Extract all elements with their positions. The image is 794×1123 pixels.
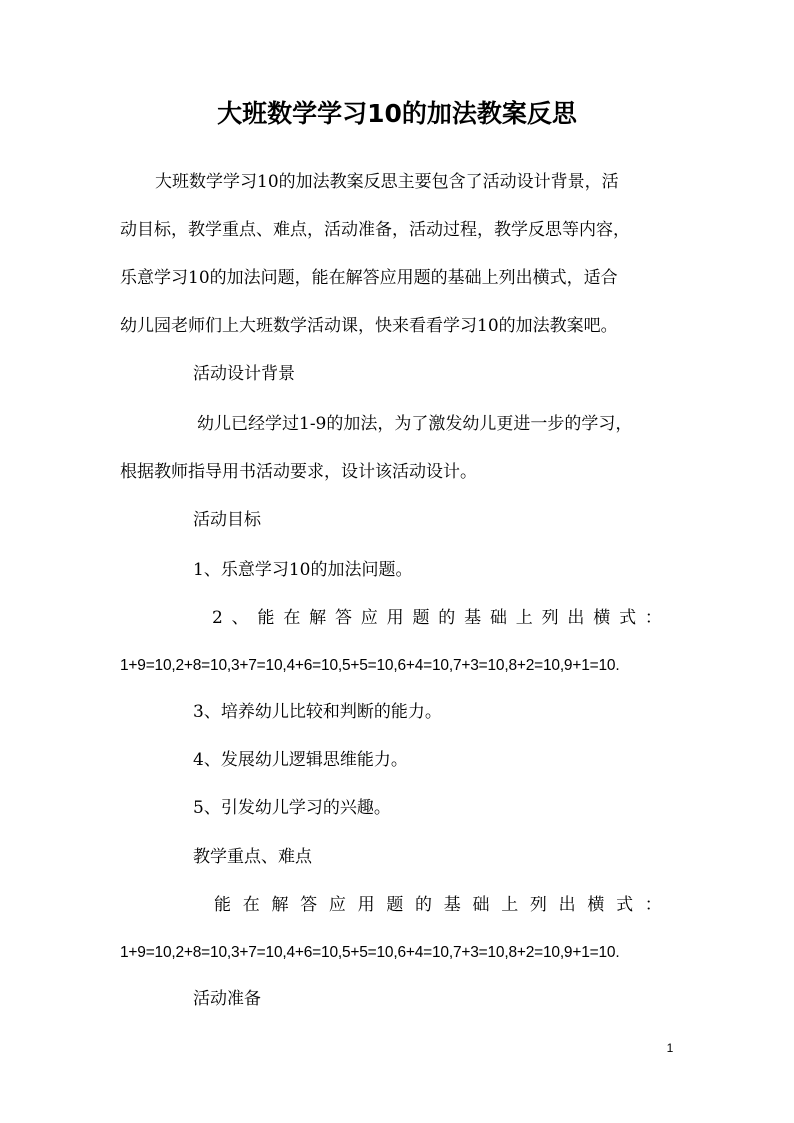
- preparation-heading: 活动准备: [193, 989, 261, 1009]
- goal-2-char: 横: [593, 608, 611, 628]
- intro-line-3: 乐意学习10的加法问题，能在解答应用题的基础上列出横式，适合: [120, 268, 618, 288]
- key-point-char: 横: [587, 895, 605, 915]
- key-point-char: 在: [242, 895, 260, 915]
- goal-2-char: 答: [334, 608, 352, 628]
- goal-2-char: 、: [231, 608, 249, 628]
- goal-3: 3、培养幼儿比较和判断的能力。: [193, 702, 442, 722]
- goal-2-char: ：: [644, 608, 662, 628]
- key-point-char: 能: [214, 895, 231, 915]
- key-point-char: 基: [443, 895, 461, 915]
- goal-4: 4、发展幼儿逻辑思维能力。: [193, 750, 408, 770]
- formula-line-1: 1+9=10,2+8=10,3+7=10,4+6=10,5+5=10,6+4=10,7+3=10,8+2=10,9+1=10.: [120, 657, 620, 674]
- formula-line-2: 1+9=10,2+8=10,3+7=10,4+6=10,5+5=10,6+4=10,7+3=10,8+2=10,9+1=10.: [120, 944, 620, 961]
- background-text-line-1: 幼儿已经学过1-9的加法，为了激发幼儿更进一步的学习，: [197, 414, 633, 434]
- goal-1: 1、乐意学习10的加法问题。: [193, 560, 413, 580]
- document-title: 大班数学学习10的加法教案反思: [217, 99, 577, 128]
- goal-5: 5、引发幼儿学习的兴趣。: [193, 798, 391, 818]
- key-point-char: 的: [415, 895, 433, 915]
- key-point-char: 出: [558, 895, 576, 915]
- background-text-line-2: 根据教师指导用书活动要求，设计该活动设计。: [120, 462, 477, 482]
- background-heading: 活动设计背景: [193, 364, 295, 384]
- goal-2-char: 能: [257, 608, 275, 628]
- goal-2-char: 2: [212, 608, 223, 628]
- goal-2-char: 解: [309, 608, 327, 628]
- goal-2-char: 题: [412, 608, 430, 628]
- goal-2-char: 上: [515, 608, 533, 628]
- key-point-char: 式: [616, 895, 634, 915]
- intro-line-1: 大班数学学习10的加法教案反思主要包含了活动设计背景，活: [155, 172, 619, 192]
- goal-2-char: 用: [386, 608, 404, 628]
- intro-line-2: 动目标，教学重点、难点，活动准备，活动过程，教学反思等内容，: [120, 220, 630, 240]
- goal-2-char: 的: [438, 608, 456, 628]
- key-point-char: 用: [357, 895, 375, 915]
- goal-2-char: 应: [360, 608, 378, 628]
- key-point-char: 答: [300, 895, 318, 915]
- goal-2-char: 出: [567, 608, 585, 628]
- key-point-char: 础: [472, 895, 490, 915]
- key-points-line: [214, 891, 662, 919]
- key-point-char: 上: [501, 895, 519, 915]
- page-number: 1: [666, 1041, 674, 1055]
- key-point-char: 应: [328, 895, 346, 915]
- goals-heading: 活动目标: [193, 510, 261, 530]
- key-point-char: 列: [529, 895, 547, 915]
- goal-2-char: 基: [464, 608, 482, 628]
- goal-2-char: 在: [283, 608, 301, 628]
- key-point-char: 解: [271, 895, 289, 915]
- goal-2-char: 列: [541, 608, 559, 628]
- goal-2-char: 础: [489, 608, 507, 628]
- key-points-heading: 教学重点、难点: [193, 847, 312, 867]
- key-point-char: 题: [386, 895, 404, 915]
- goal-2-char: 式: [619, 608, 637, 628]
- goal-2-line: [212, 604, 662, 632]
- intro-line-4: 幼儿园老师们上大班数学活动课，快来看看学习10的加法教案吧。: [120, 316, 618, 336]
- key-point-char: ：: [644, 895, 662, 915]
